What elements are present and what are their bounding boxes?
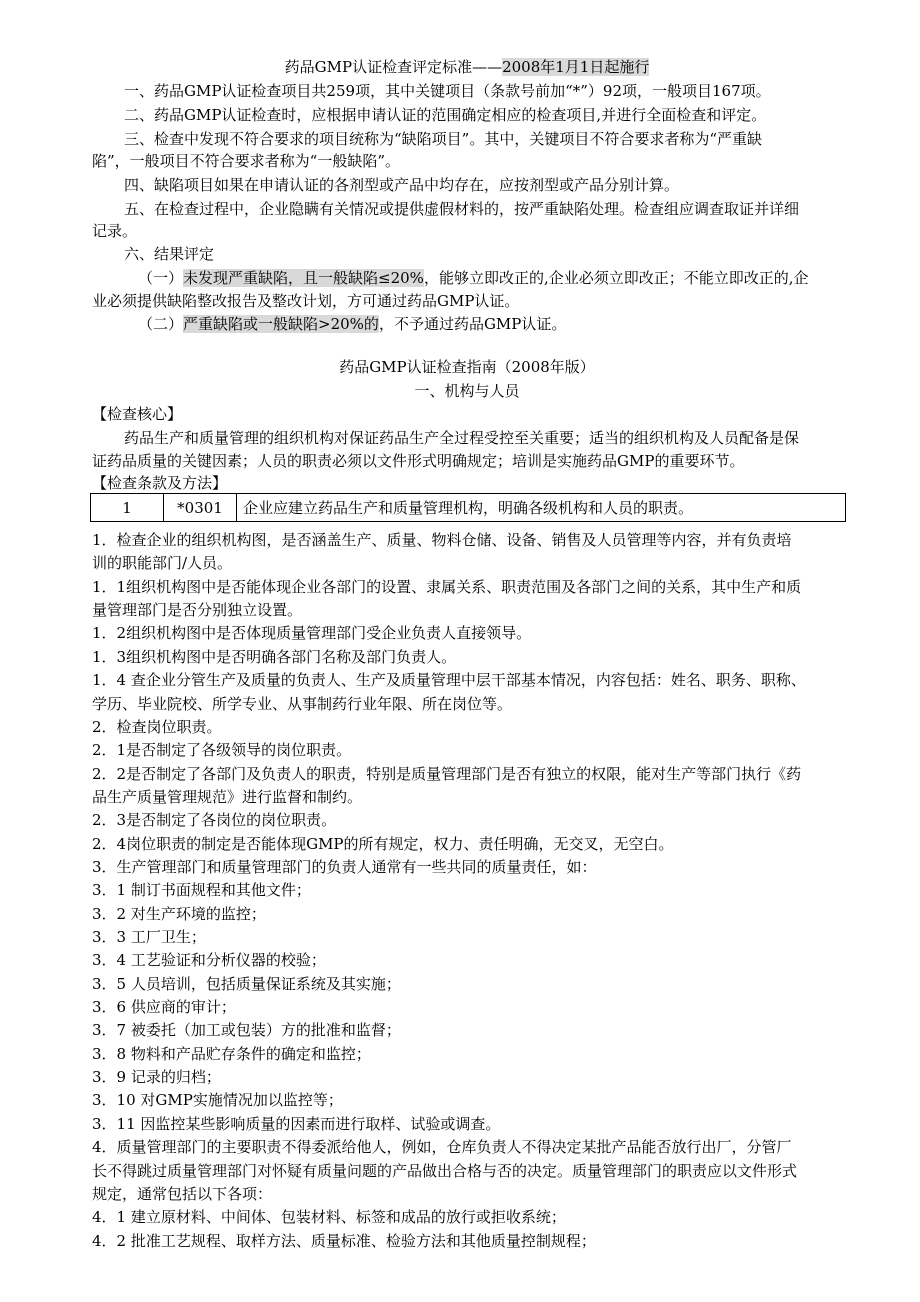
body-line: 学历、毕业院校、所学专业、从事制药行业年限、所在岗位等。: [92, 694, 513, 713]
body-line: 3．11 因监控某些影响质量的因素而进行取样、试验或调查。: [92, 1114, 501, 1133]
paragraph-6: 六、结果评定: [124, 245, 215, 263]
paragraph-5-line-1: 五、在检查过程中，企业隐瞒有关情况或提供虚假材料的，按严重缺陷处理。检查组应调查取证并详细: [124, 200, 800, 218]
result-1-rest: ，能够立即改正的,企业必须立即改正；不能立即改正的,企: [423, 269, 809, 287]
body-line: 3．2 对生产环境的监控；: [92, 904, 266, 923]
body-line: 2．检查岗位职责。: [92, 717, 222, 736]
check-item-table: [90, 493, 846, 522]
item-text: 企业应建立药品生产和质量管理机构，明确各级机构和人员的职责。: [237, 494, 846, 522]
result-1-highlight: 未发现严重缺陷，且一般缺陷≤20%: [183, 269, 424, 287]
body-line: 1．3组织机构图中是否明确各部门名称及部门负责人。: [92, 647, 457, 666]
paragraph-4: 四、缺陷项目如果在申请认证的各剂型或产品中均存在，应按剂型或产品分别计算。: [124, 176, 680, 194]
body-line: 2．3是否制定了各岗位的岗位职责。: [92, 811, 337, 830]
body-line: 3．1 制订书面规程和其他文件；: [92, 881, 311, 900]
body-line: 品生产质量管理规范》进行监督和制约。: [92, 787, 363, 806]
body-line: 3．8 物料和产品贮存条件的确定和监控；: [92, 1044, 371, 1063]
body-line: 4．质量管理部门的主要职责不得委派给他人，例如，仓库负责人不得决定某批产品能否放行出厂，分管厂: [92, 1138, 792, 1157]
body-line: 训的职能部门/人员。: [92, 554, 233, 573]
body-line: 2．4岗位职责的制定是否能体现GMP的所有规定，权力、责任明确，无交叉，无空白。: [92, 834, 674, 853]
body-line: 规定，通常包括以下各项：: [92, 1184, 273, 1203]
result-2-prefix: （二）: [138, 315, 184, 333]
result-2-highlight: 严重缺陷或一般缺陷>20%的: [183, 315, 379, 333]
body-line: 长不得跳过质量管理部门对怀疑有质量问题的产品做出合格与否的决定。质量管理部门的职责应以文件形式: [92, 1161, 798, 1180]
body-line: 3．6 供应商的审计；: [92, 998, 236, 1016]
body-line: 3．4 工艺验证和分析仪器的校验；: [92, 951, 326, 970]
body-line: 3．生产管理部门和质量管理部门的负责人通常有一些共同的质量责任，如：: [92, 857, 597, 876]
body-line: 3．9 记录的归档；: [92, 1068, 221, 1087]
body-line: 1．2组织机构图中是否体现质量管理部门受企业负责人直接领导。: [92, 624, 532, 643]
result-2-rest: ，不予通过药品GMP认证。: [378, 315, 567, 333]
paragraph-5-line-2: 记录。: [92, 222, 138, 240]
table-row: [91, 494, 846, 522]
body-line: 2．2是否制定了各部门及负责人的职责，特别是质量管理部门是否有独立的权限，能对生产等部门执行《药: [92, 764, 802, 783]
item-code: *0301: [164, 494, 237, 522]
body-line: 3．7 被委托（加工或包装）方的批准和监督；: [92, 1021, 401, 1040]
body-line: 量管理部门是否分别独立设置。: [92, 601, 303, 619]
result-1-line-1: [138, 267, 842, 289]
body-line: 1．4 查企业分管生产及质量的负责人、生产及质量管理中层干部基本情况，内容包括：姓名、职务、职称、: [92, 671, 806, 690]
paragraph-3-line-1: 三、检查中发现不符合要求的项目统称为“缺陷项目”。其中，关键项目不符合要求者称为“严重缺: [124, 130, 763, 148]
standard-title-date: 2008年1月1日起施行: [502, 58, 650, 76]
guide-title: 药品GMP认证检查指南（2008年版）: [339, 358, 595, 376]
body-line: 1．检查企业的组织机构图，是否涵盖生产、质量、物料仓储、设备、销售及人员管理等内容，并有负责培: [92, 531, 792, 549]
body-line: 4．2 批准工艺规程、取样方法、质量标准、检验方法和其他质量控制规程；: [92, 1231, 596, 1250]
result-2: [138, 313, 842, 335]
body-line: 4．1 建立原材料、中间体、包装材料、标签和成品的放行或拒收系统；: [92, 1208, 566, 1227]
core-line-2: 证药品质量的关键因素；人员的职责必须以文件形式明确规定；培训是实施药品GMP的重要环节。: [92, 452, 745, 470]
standard-title-text: 药品GMP认证检查评定标准——: [284, 58, 503, 76]
item-number: 1: [91, 494, 164, 522]
body-line: 3．3 工厂卫生；: [92, 928, 206, 946]
body-line: 2．1是否制定了各级领导的岗位职责。: [92, 741, 352, 760]
standard-title: [92, 56, 842, 78]
paragraph-3-line-2: 陷”，一般项目不符合要求者称为“一般缺陷”。: [92, 152, 401, 170]
body-line: 3．10 对GMP实施情况加以监控等；: [92, 1091, 343, 1110]
result-1-prefix: （一）: [138, 269, 184, 287]
paragraph-2: 二、药品GMP认证检查时，应根据申请认证的范围确定相应的检查项目,并进行全面检查和评定。: [124, 106, 767, 124]
paragraph-1: 一、药品GMP认证检查项目共259项，其中关键项目（条款号前加“*”）92项，一般项目167项。: [124, 82, 771, 100]
method-heading: 【检查条款及方法】: [92, 474, 228, 492]
guide-subtitle: 一、机构与人员: [414, 382, 520, 400]
body-line: 3．5 人员培训，包括质量保证系统及其实施；: [92, 974, 401, 993]
core-line-1: 药品生产和质量管理的组织机构对保证药品生产全过程受控至关重要；适当的组织机构及人员配备是保: [124, 429, 800, 447]
body-line: 1．1组织机构图中是否能体现企业各部门的设置、隶属关系、职责范围及各部门之间的关系，其中生产和质: [92, 577, 802, 596]
core-heading: 【检查核心】: [92, 405, 183, 423]
result-1-line-2: 业必须提供缺陷整改报告及整改计划，方可通过药品GMP认证。: [92, 292, 520, 310]
